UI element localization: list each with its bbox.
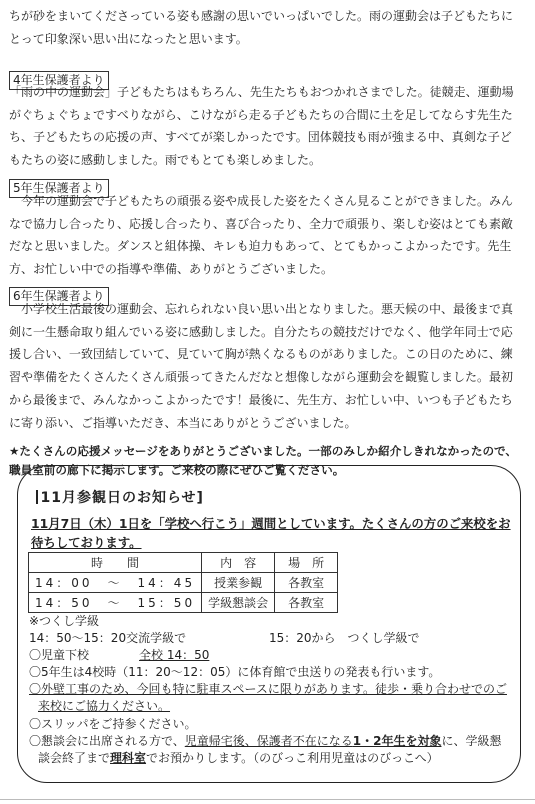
table-row bbox=[29, 573, 338, 593]
notice-announcement: 11月7日（木）1日を「学校へ行こう」週間としています。たくさんの方のご来校をお待ちしております。 bbox=[31, 516, 511, 550]
table-row bbox=[29, 593, 338, 613]
table-header-row bbox=[29, 553, 338, 573]
line-parking-1: 〇外壁工事のため、今回も特に駐車スペースに限りがあります。徒歩・乗り合わせでのご bbox=[29, 682, 507, 696]
line-childcare-2: 談会終了まで理科室でお預かりします。（のびっこ利用児童はのびっこへ） bbox=[38, 751, 439, 765]
tsukushi-title: ※つくし学級 bbox=[29, 614, 100, 628]
header-place: 場 所 bbox=[275, 553, 338, 573]
section-text-6th: 小学校生活最後の運動会、忘れられない良い思い出となりました。悪天候の中、最後まで真剣に一生懸命取り組んでいる姿に感動しました。自分たちの競技だけでなく、他学年同士で応援し合い、一致団結していて、見ていて胸が熱くなるものがありました。この日のために、練習や準備をたくさんたくさん頑張ってきたんだなと想像しながら運動会を観覧しました。最初から最後まで、みんなかっこよかったです！最後に、先生方、お忙しい中、いつも子どもたちに寄り添い、ご指導いただき、本当にありがとうございました。 bbox=[9, 302, 514, 430]
row1-content: 授業参観 bbox=[202, 573, 275, 593]
tsukushi-line bbox=[29, 630, 521, 646]
header-time: 時 間 bbox=[29, 553, 202, 573]
row2-place: 各教室 bbox=[275, 593, 338, 613]
section-text-5th: 今年の運動会で子どもたちの頑張る姿や成長した姿をたくさん見ることができました。みんなで協力し合ったり、応援し合ったり、喜び合ったり、全力で頑張り、楽しむ姿はとても素敵だなと思いました。ダンスと組体操、キレも迫力もあって、とてもかっこよかったです。先生方、お忙しい中での指導や準備、ありがとうございました。 bbox=[9, 194, 514, 277]
row2-content: 学級懇談会 bbox=[202, 593, 275, 613]
notice-title: 11月参観日のお知らせ] bbox=[36, 487, 204, 507]
page-bottom-rule bbox=[0, 799, 535, 800]
header-content: 内 容 bbox=[202, 553, 275, 573]
row1-time: 14：00 ～ 14：45 bbox=[29, 573, 202, 593]
tsukushi-left: 14：50～15：20交流学級で bbox=[29, 631, 187, 645]
section-heading-4th: 4年生保護者より bbox=[9, 71, 109, 90]
section-heading-6th: 6年生保護者より bbox=[9, 287, 109, 306]
row1-place: 各教室 bbox=[275, 573, 338, 593]
dismissal-label: 〇児童下校 bbox=[29, 648, 90, 662]
schedule-table bbox=[28, 552, 338, 613]
section-heading-5th: 5年生保護者より bbox=[9, 179, 109, 198]
line-slippers: 〇スリッパをご持参ください。 bbox=[29, 717, 197, 731]
line-childcare-1: 〇懇談会に出席される方で、児童帰宅後、保護者不在になる1・2年生を対象に、学級懇 bbox=[29, 734, 502, 748]
row2-time: 14：50 ～ 15：50 bbox=[29, 593, 202, 613]
section-text-4th: 「雨の中の運動会」子どもたちはもちろん、先生たちもおつかれさまでした。徒競走、運動場がぐちょぐちょですべりながら、こけながら走る子どもたちの合間に土を足してならす先生たち、子どもたちの応援の声、すべてが楽しかったです。団体競技も雨が強まる中、真剣な子どもたちの姿に感動しました。雨でもとても楽しめました。 bbox=[9, 85, 514, 168]
title-bracket-mark bbox=[36, 490, 38, 504]
dismissal-line bbox=[29, 647, 521, 663]
line-parking-2: 来校にご協力ください。 bbox=[38, 699, 171, 713]
thanks-note: ★たくさんの応援メッセージをありがとうございました。一部のみしか紹介しきれなかったので、職員室前の廊下に掲示します。ご来校の際にぜひご覧ください。 bbox=[9, 443, 518, 477]
line-5th-grade: 〇5年生は4校時（11：20～12：05）に体育館で虫送りの発表も行います。 bbox=[29, 665, 441, 679]
dismissal-value: 全校 14：50 bbox=[139, 648, 210, 662]
tsukushi-right: 15：20から つくし学級で bbox=[269, 631, 420, 645]
intro-paragraph: ちが砂をまいてくださっている姿も感謝の思いでいっぱいでした。雨の運動会は子どもたちにとって印象深い思い出になったと思います。 bbox=[9, 9, 514, 46]
